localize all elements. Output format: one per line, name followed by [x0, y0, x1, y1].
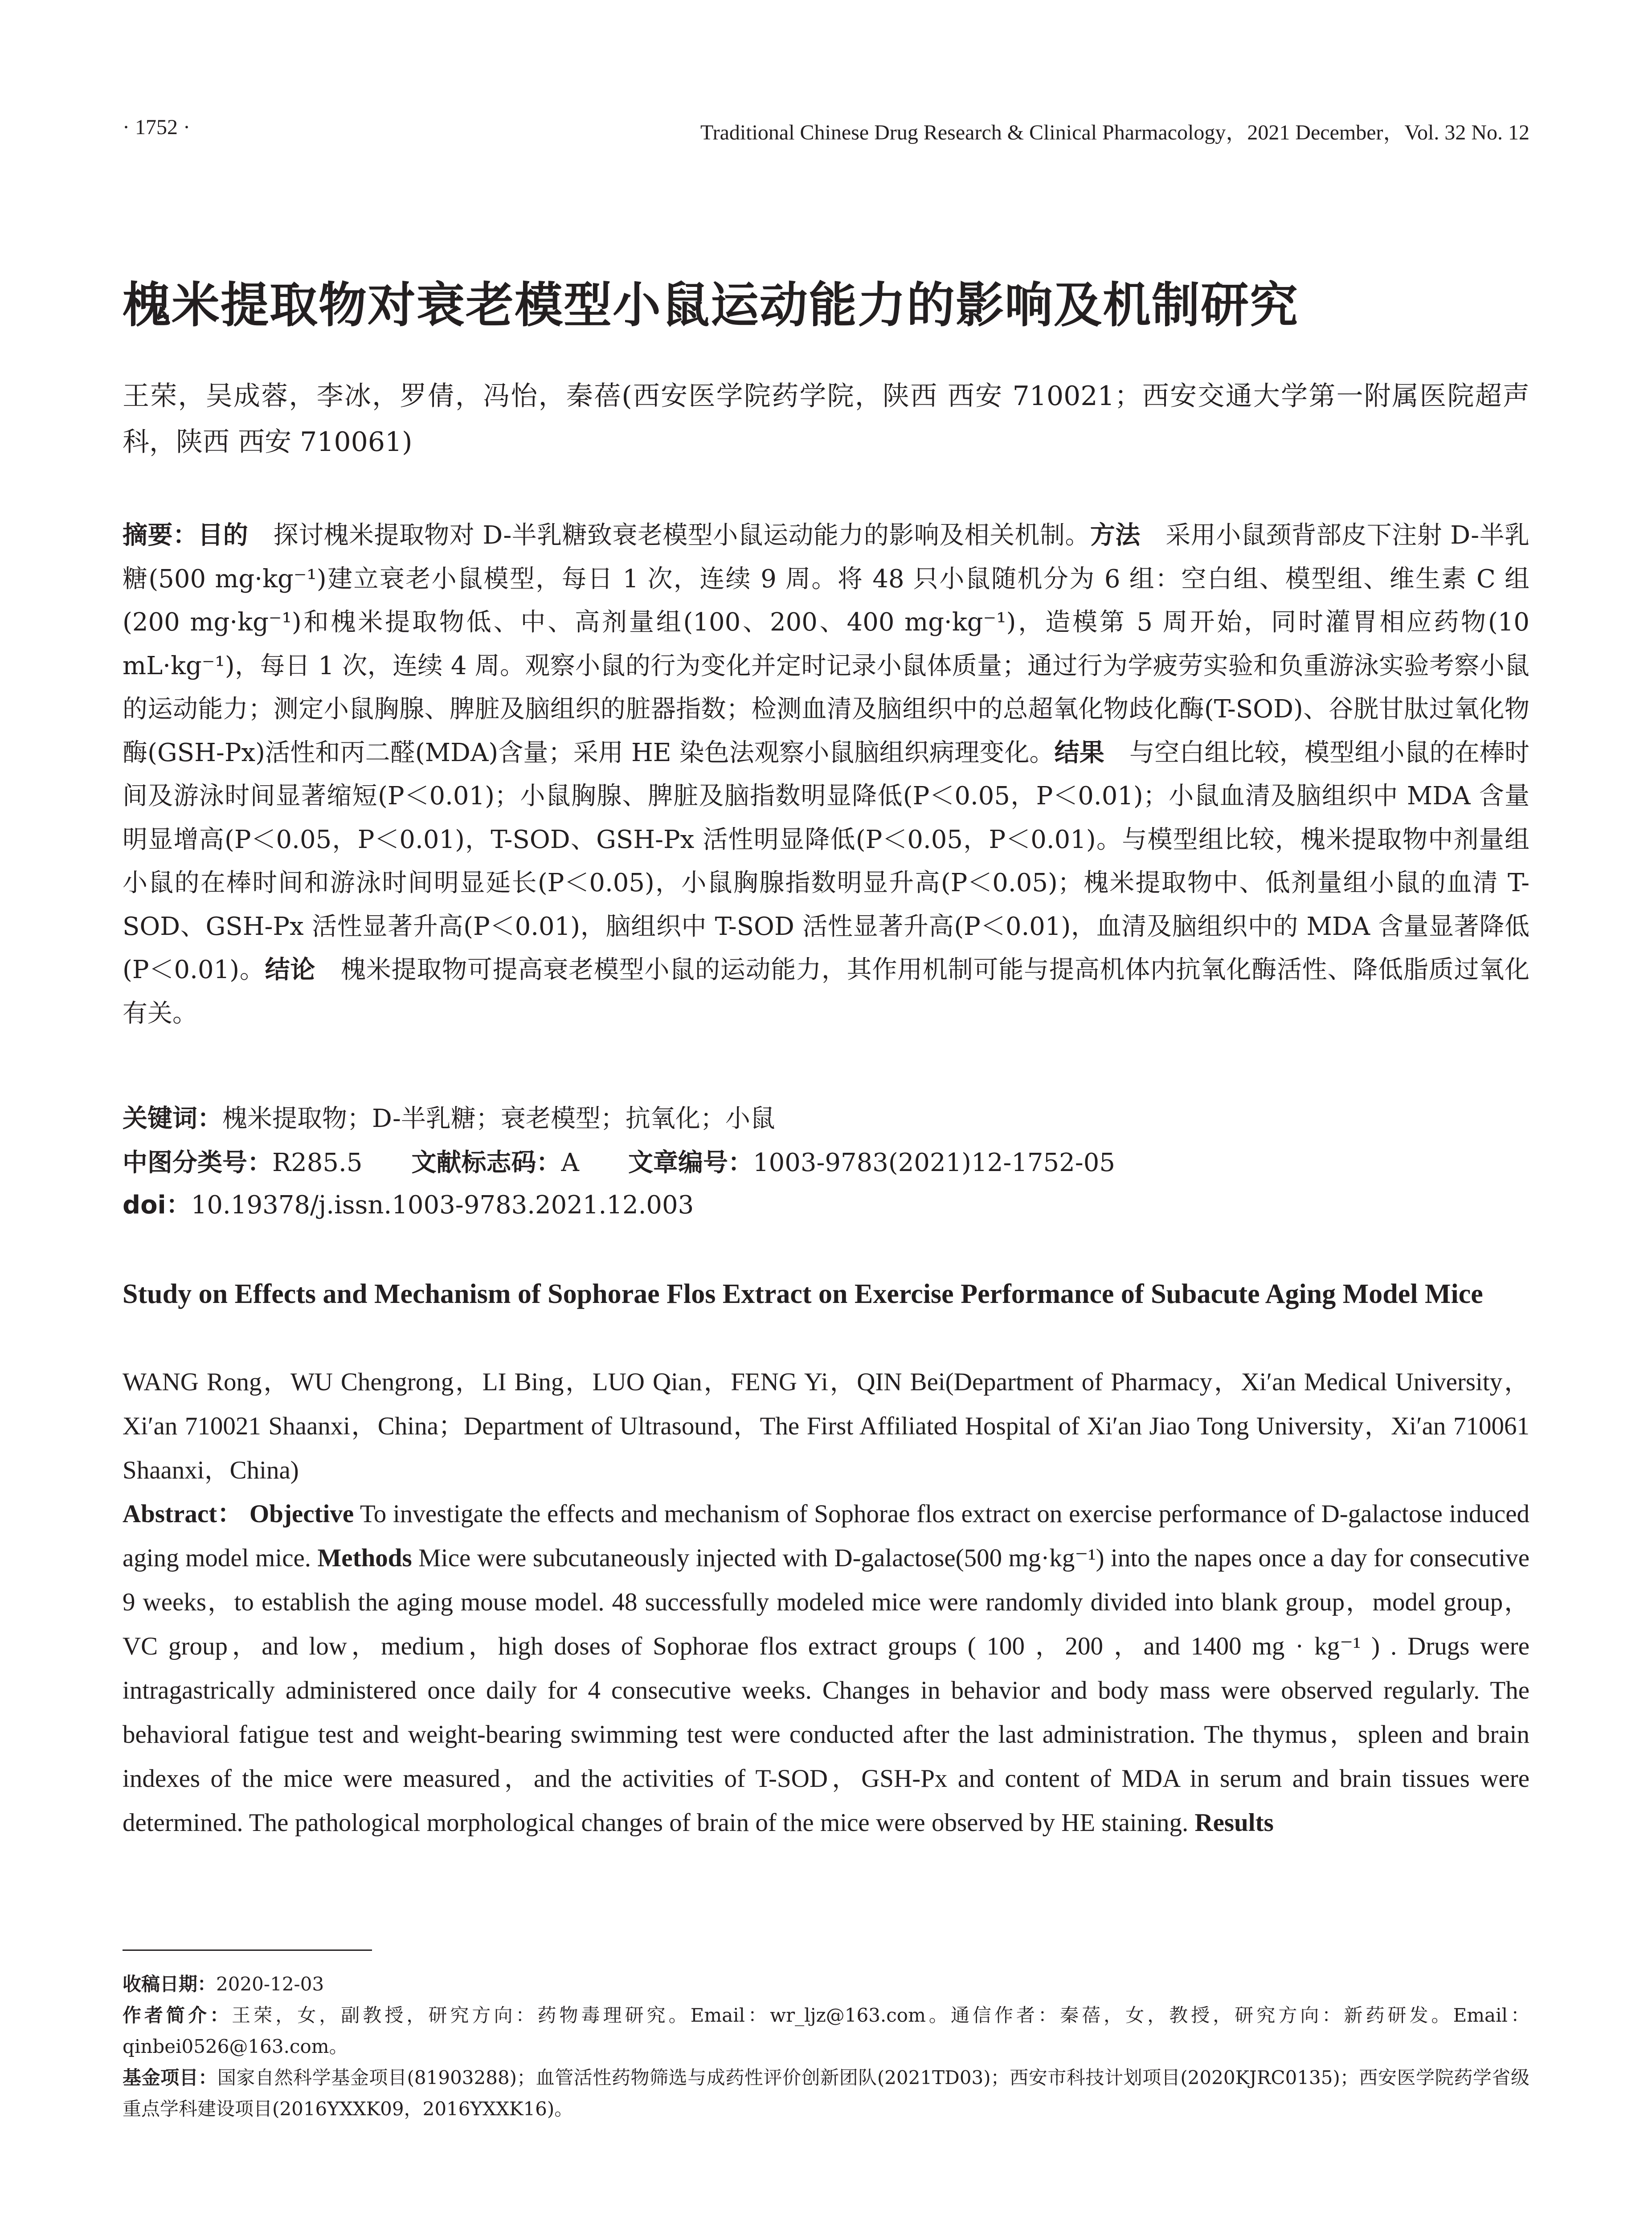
footnote-divider — [123, 1950, 372, 1951]
journal-citation: Traditional Chinese Drug Research & Clinical Pharmacology，2021 December，Vol. 32 No. 12 — [700, 121, 1529, 144]
footnotes — [123, 1969, 1529, 2125]
objective-cn-text: 探讨槐米提取物对 D-半乳糖致衰老模型小鼠运动能力的影响及相关机制。 — [248, 521, 1090, 550]
methods-en-label: Methods — [317, 1544, 412, 1572]
results-en-label: Results — [1194, 1809, 1274, 1837]
author-bio — [123, 2000, 1529, 2062]
methods-cn-text: 采用小鼠颈背部皮下注射 D-半乳糖(500 mg·kg⁻¹)建立衰老小鼠模型，每日 1 次，连续 9 周。将 48 只小鼠随机分为 6 组：空白组、模型组、维生素 C 组(200 mg·kg⁻¹)和槐米提取物低、中、高剂量组(100、200、400 mg·kg⁻¹)，造模第 5 周开始，同时灌胃相应药物(10 mL·kg⁻¹)，每日 1 次，连续 4 周。观察小鼠的行为变化并定时记录小鼠体质量；通过行为学疲劳实验和负重游泳实验考察小鼠的运动能力；测定小鼠胸腺、脾脏及脑组织的脏器指数；检测血清及脑组织中的总超氧化物歧化酶(T-SOD)、谷胱甘肽过氧化物酶(GSH-Px)活性和丙二醛(MDA)含量；采用 HE 染色法观察小鼠脑组织病理变化。 — [123, 521, 1530, 767]
objective-cn-label: 目的 — [198, 521, 249, 550]
funding — [123, 2062, 1529, 2125]
author-bio-label: 作者简介： — [123, 2004, 232, 2026]
results-cn-text: 与空白组比较，模型组小鼠的在棒时间及游泳时间显著缩短(P＜0.01)；小鼠胸腺、脾脏及脑指数明显降低(P＜0.05，P＜0.01)；小鼠血清及脑组织中 MDA 含量明显增高(P＜0.05，P＜0.01)，T-SOD、GSH-Px 活性明显降低(P＜0.05，P＜0.01)。与模型组比较，槐米提取物中剂量组小鼠的在棒时间和游泳时间明显延长(P＜0.05)，小鼠胸腺指数明显升高(P＜0.05)；槐米提取物中、低剂量组小鼠的血清 T-SOD、GSH-Px 活性显著升高(P＜0.01)，脑组织中 T-SOD 活性显著升高(P＜0.01)，血清及脑组织中的 MDA 含量显著降低(P＜0.01)。 — [123, 738, 1529, 984]
objective-en-label: Objective — [249, 1500, 354, 1528]
doi-value: 10.19378/j.issn.1003-9783.2021.12.003 — [191, 1191, 694, 1220]
funding-text: 国家自然科学基金项目(81903288)；血管活性药物筛选与成药性评价创新团队(2021TD03)；西安市科技计划项目(2020KJRC0135)；西安医学院药学省级重点学科建设项目(2016YXXK09，2016YXXK16)。 — [123, 2067, 1529, 2120]
running-header — [123, 115, 1529, 142]
results-cn-label: 结果 — [1054, 738, 1104, 767]
funding-label: 基金项目： — [123, 2067, 217, 2089]
keywords-text: 槐米提取物；D-半乳糖；衰老模型；抗氧化；小鼠 — [222, 1104, 775, 1133]
objective-en-text: To investigate the effects and mechanism of Sophorae flos extract on exercise performance of D-galactose induced aging model mice. — [123, 1500, 1530, 1572]
abstract-en-label: Abstract： — [123, 1500, 243, 1528]
author-bio-text: 王荣，女，副教授，研究方向：药物毒理研究。Email：wr_ljz@163.com。通信作者：秦蓓，女，教授，研究方向：新药研发。Email：qinbei0526@163.com。 — [123, 2004, 1529, 2057]
received-date — [123, 1969, 1529, 2000]
abstract-cn-label: 摘要： — [123, 521, 198, 550]
doc-code-value: A — [561, 1148, 579, 1177]
doi-line — [123, 1185, 1529, 1225]
authors-en: WANG Rong，WU Chengrong，LI Bing，LUO Qian，FENG Yi，QIN Bei(Department of Pharmacy，Xi′an Medical University，Xi′an 710021 Shaanxi，China；Department of Ultrasound，The First Affiliated Hospital of Xi′an Jiao Tong University，Xi′an 710061 Shaanxi，China) — [123, 1368, 1529, 1484]
conclusion-cn-label: 结论 — [265, 955, 316, 984]
keywords-label: 关键词： — [123, 1104, 222, 1133]
article-number-value: 1003-9783(2021)12-1752-05 — [752, 1148, 1115, 1177]
clc-label: 中图分类号： — [123, 1148, 272, 1177]
paper-title-cn: 槐米提取物对衰老模型小鼠运动能力的影响及机制研究 — [123, 278, 1299, 333]
abstract-en — [123, 1492, 1529, 1845]
methods-en-text: Mice were subcutaneously injected with D-galactose(500 mg·kg⁻¹) into the napes once a day for consecutive 9 weeks，to establish the aging mouse model. 48 successfully modeled mice were randomly divided into blank group，model group，VC group，and low，medium，high doses of Sophorae flos extract groups ( 100 ，200 ，and 1400 mg · kg⁻¹ ) . Drugs were intragastrically administered once daily for 4 consecutive weeks. Changes in behavior and body mass were observed regularly. The behavioral fatigue test and weight-bearing swimming test were conducted after the last administration. The thymus，spleen and brain indexes of the mice were measured，and the activities of T-SOD，GSH-Px and content of MDA in serum and brain tissues were determined. The pathological morphological changes of brain of the mice were observed by HE staining. — [123, 1544, 1529, 1837]
doc-code-label: 文献标志码： — [411, 1148, 561, 1177]
received-label: 收稿日期： — [123, 1973, 217, 1995]
keywords-line — [123, 1099, 1529, 1139]
article-number-label: 文章编号： — [628, 1148, 753, 1177]
page-number: · 1752 · — [123, 115, 190, 139]
authors-cn: 王荣，吴成蓉，李冰，罗倩，冯怡，秦蓓(西安医学院药学院，陕西 西安 710021；西安交通大学第一附属医院超声科，陕西 西安 710061) — [123, 381, 1529, 458]
doi-label: doi： — [123, 1191, 191, 1220]
received-value: 2020-12-03 — [216, 1973, 324, 1995]
paper-title-en: Study on Effects and Mechanism of Sophorae Flos Extract on Exercise Performance of Subacute Aging Model Mice — [123, 1279, 1483, 1309]
abstract-cn — [123, 514, 1529, 1035]
methods-cn-label: 方法 — [1090, 521, 1141, 550]
classification-line — [123, 1143, 1529, 1183]
clc-value: R285.5 — [272, 1148, 363, 1177]
conclusion-cn-text: 槐米提取物可提高衰老模型小鼠的运动能力，其作用机制可能与提高机体内抗氧化酶活性、降低脂质过氧化有关。 — [123, 955, 1530, 1028]
